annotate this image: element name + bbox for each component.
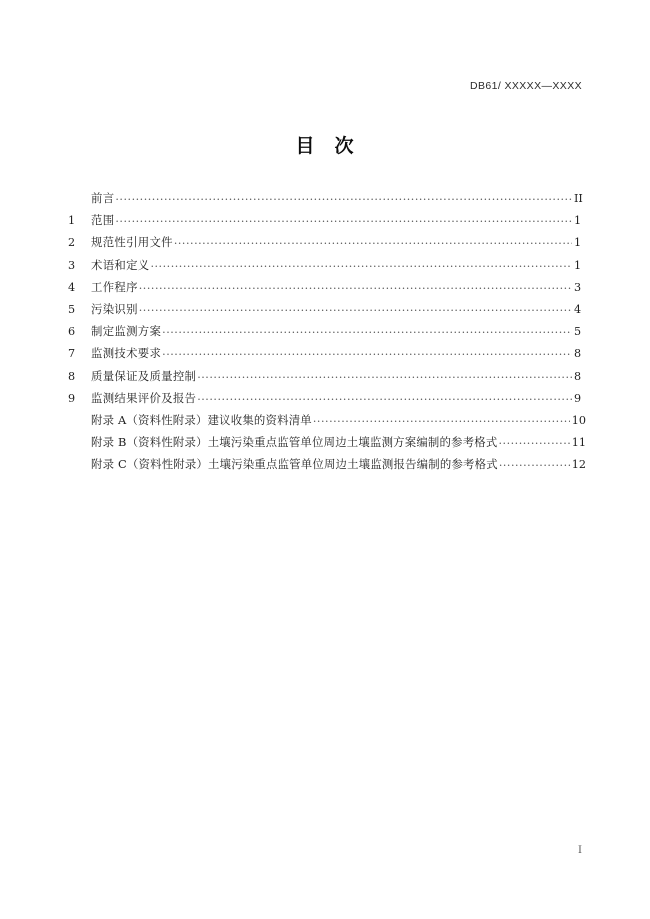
footer-page-number: I xyxy=(578,845,582,856)
toc-entry-label: 附录 A（资料性附录）建议收集的资料清单 xyxy=(91,412,312,427)
toc-entry[interactable] xyxy=(68,323,586,345)
toc-dot-leader xyxy=(139,302,572,313)
toc-entry-number: 1 xyxy=(68,214,76,228)
toc-entry-label: 附录 C（资料性附录）土壤污染重点监管单位周边土壤监测报告编制的参考格式 xyxy=(91,457,498,472)
toc-dot-leader xyxy=(150,258,572,269)
toc-entry-label: 污染识别 xyxy=(91,301,138,316)
toc-entry-page-number: 1 xyxy=(574,214,582,228)
toc-entry[interactable] xyxy=(68,301,586,323)
toc-dot-leader xyxy=(174,235,572,246)
toc-entry-label: 前言 xyxy=(91,191,115,205)
toc-entry-number: 6 xyxy=(68,325,76,339)
toc-entry[interactable] xyxy=(68,434,586,456)
toc-dot-leader xyxy=(139,280,572,291)
toc-entry[interactable] xyxy=(68,234,586,256)
toc-dot-leader xyxy=(498,435,569,446)
toc-entry-number: 4 xyxy=(68,280,76,294)
toc-dot-leader xyxy=(115,213,572,224)
toc-entry-label: 监测技术要求 xyxy=(91,346,162,361)
toc-entry-label: 质量保证及质量控制 xyxy=(91,368,197,383)
toc-dot-leader xyxy=(162,346,572,357)
toc-entry-number: 9 xyxy=(68,391,76,405)
toc-entry[interactable] xyxy=(68,456,586,478)
toc-entry-page-number: 3 xyxy=(574,280,582,294)
toc-entry-page-number: 11 xyxy=(571,436,586,450)
toc-entry-label: 范围 xyxy=(91,213,115,228)
toc-dot-leader xyxy=(197,369,572,380)
toc-entry-number: 5 xyxy=(68,302,76,316)
toc-entry[interactable] xyxy=(68,257,586,279)
page-title xyxy=(0,131,650,158)
toc-entry-page-number: II xyxy=(574,192,583,205)
toc-dot-leader xyxy=(499,457,570,468)
toc-entry-label: 规范性引用文件 xyxy=(91,235,173,250)
toc-entry[interactable] xyxy=(68,345,586,367)
toc-dot-leader xyxy=(197,391,572,402)
toc-entry[interactable] xyxy=(68,412,586,434)
toc-entry-number: 2 xyxy=(68,236,76,250)
toc-entry-label: 监测结果评价及报告 xyxy=(91,390,197,405)
toc-dot-leader xyxy=(115,191,572,202)
table-of-contents xyxy=(68,190,586,478)
title-char-ci: 次 xyxy=(334,135,355,157)
toc-entry-label: 工作程序 xyxy=(91,279,138,294)
toc-entry-page-number: 4 xyxy=(574,302,582,316)
standard-code-header: DB61/ XXXXX—XXXX xyxy=(469,80,582,92)
toc-entry[interactable] xyxy=(68,212,586,234)
toc-entry-label: 术语和定义 xyxy=(91,257,150,272)
toc-entry-label: 制定监测方案 xyxy=(91,324,162,339)
toc-entry-page-number: 8 xyxy=(574,369,582,383)
toc-dot-leader xyxy=(162,324,572,335)
toc-entry[interactable] xyxy=(68,190,586,212)
toc-entry-page-number: 5 xyxy=(574,325,582,339)
toc-entry-page-number: 12 xyxy=(571,458,586,472)
toc-entry-number: 3 xyxy=(68,258,76,272)
toc-entry-page-number: 1 xyxy=(574,236,582,250)
toc-entry-label: 附录 B（资料性附录）土壤污染重点监管单位周边土壤监测方案编制的参考格式 xyxy=(91,435,498,450)
toc-dot-leader xyxy=(313,413,570,424)
toc-entry[interactable] xyxy=(68,390,586,412)
toc-entry-number: 7 xyxy=(68,347,76,361)
title-char-mu: 目 xyxy=(295,135,316,157)
toc-entry-page-number: 9 xyxy=(574,391,582,405)
toc-entry-page-number: 8 xyxy=(574,347,582,361)
toc-entry-page-number: 10 xyxy=(571,413,586,427)
toc-entry-number: 8 xyxy=(68,369,76,383)
toc-entry-page-number: 1 xyxy=(574,258,582,272)
toc-entry[interactable] xyxy=(68,279,586,301)
toc-entry[interactable] xyxy=(68,368,586,390)
